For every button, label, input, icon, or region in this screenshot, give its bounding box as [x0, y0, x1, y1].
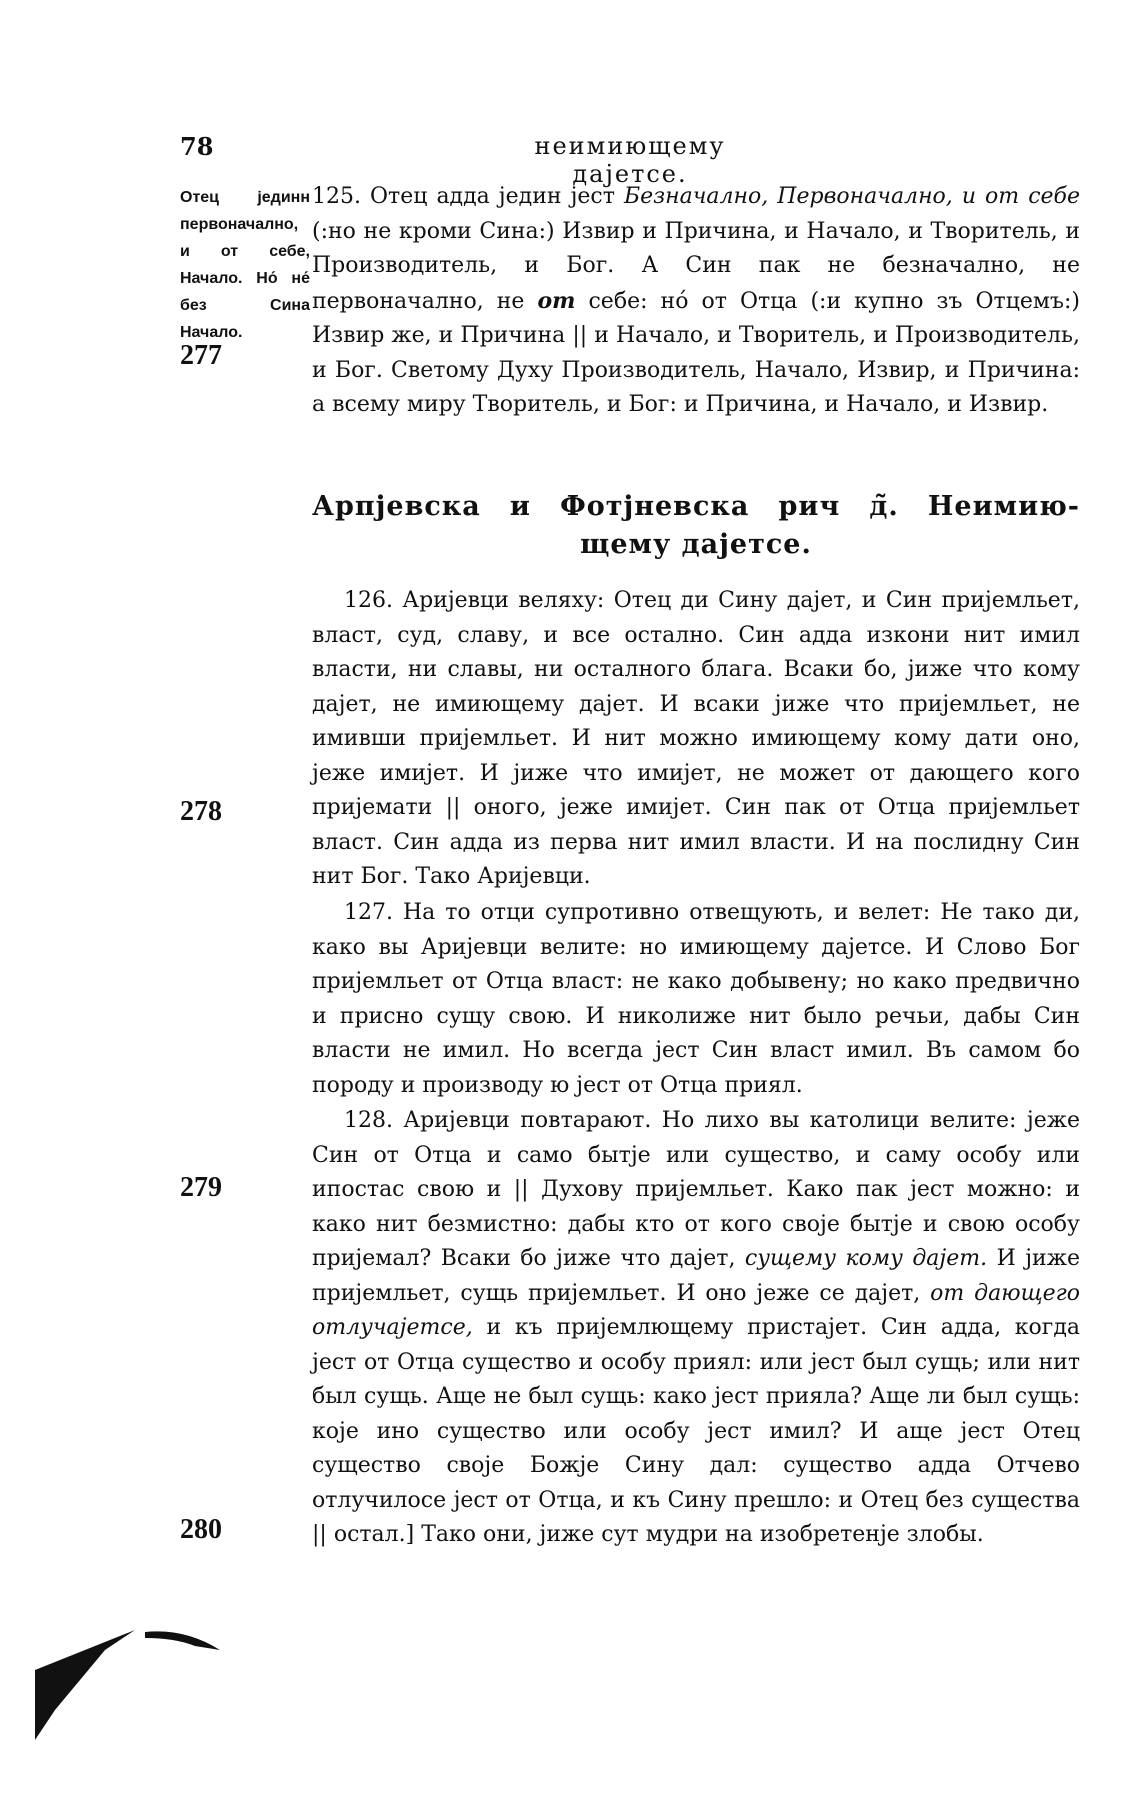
p125-text-a: 125. Отец адда једин јест	[312, 184, 624, 209]
running-title: неимиющему даjетсе.	[534, 132, 726, 188]
page-number: 78	[180, 132, 214, 161]
marginal-ref-279: 279	[180, 1172, 222, 1203]
p125-text-e: себе: но́ от Отца (:и купно зъ Отцемъ:) Извир же, и Причина || и Начало, и Творитель, и Производитель, и Бог. Светому Духу Производитель, Начало, Извир, и Причина: а всему миру Творитель, и Бог: и Причина, и Начало, и Извир.	[312, 288, 1080, 417]
scan-smudge-mark	[35, 1610, 265, 1740]
p125-emph-d: от	[537, 287, 576, 314]
paragraph-128	[312, 1104, 1080, 1553]
paragraph-126: 126. Аријевци веляху: Отец ди Сину даjет, и Син пријемльет, власт, суд, славу, и все остално. Син адда изкони нит имил власти, ни славы, ни осталного блага. Всаки бо, јиже что кому даjет, не имиющему даjет. И всаки јиже что пријемльет, не имивши пријемльет. И нит можно имиющему кому дати оно, јеже имијет. И јиже что имијет, не может от дающего кого пријемати || оного, јеже имијет. Син пак от Отца пријемльет власт. Син адда из перва нит имил власти. И на послидну Син нит Бог. Тако Аријевци.	[312, 588, 1080, 889]
p128-text-a: 128. Аријевци повтарают. Но лихо вы католици велите: јеже Син от Отца и само бытје или существо, и саму особу или ипостас свою и || Духову пријемльет. Како пак јест можно: и како нит безмистно: дабы кто от кого своје бытје и свою особу пријемал? Всаки бо јиже что даjет,	[312, 1108, 1080, 1271]
marginal-ref-278: 278	[180, 796, 222, 827]
p128-text-c: И јиже пријемльет, сущь пријемльет. И оно јеже се даjет,	[312, 1246, 1080, 1306]
margin-note: Отец јединн первоначално, и от себе, Начало. Но́ не́ без Сина Начало.	[180, 189, 310, 341]
p128-italic-b: сущему кому даjет.	[744, 1246, 988, 1271]
section-heading-line1: Арпјевска и Фотјневска рич д̃. Неимию-	[312, 491, 1080, 522]
p128-text-e: и къ пријемлющему пристаjет. Син адда, когда јест от Отца существо и особу приял: или јест был сущь; или нит был сущь. Аще не был сущь: како јест прияла? Аще ли был сущь: које ино существо или особу јест имил? И аще јест Отец существо своје Божје Сину дал: существо адда Отчево отлучилосе јест от Отца, и къ Сину прешло: и Отец без существа || остал.] Тако они, јиже сут мудри на изобретенје злобы.	[312, 1315, 1080, 1547]
p128-italic-d: от дающего отлучаjетсе,	[312, 1280, 1080, 1340]
paragraph-127: 127. На то отци супротивно отвещують, и велет: Не тако ди, како вы Аријевци велите: но имиющему даjетсе. И Слово Бог пријемльет от Отца власт: не како добывену; но како предвично и присно сущу свою. И николиже нит было речьи, дабы Син власти не имил. Но всегда јест Син власт имил. Въ самом бо породу и производу ю јест от Отца приял.	[312, 900, 1080, 1098]
p125-text-c: (:но не кроми Сина:) Извир и Причина, и Начало, и Творитель, и Производитель, и Бог. А Син пак не безначално, не первоначално, не	[312, 218, 1080, 314]
section-heading-line2: щему даjетсе.	[580, 529, 812, 560]
section-heading	[312, 488, 1080, 564]
marginal-ref-280: 280	[180, 1514, 222, 1545]
running-head	[180, 132, 1080, 188]
p125-italic-b: Безначално, Первоначално, и от себе	[623, 184, 1080, 209]
paragraph-125	[312, 180, 1080, 423]
marginal-ref-277: 277	[180, 340, 222, 371]
